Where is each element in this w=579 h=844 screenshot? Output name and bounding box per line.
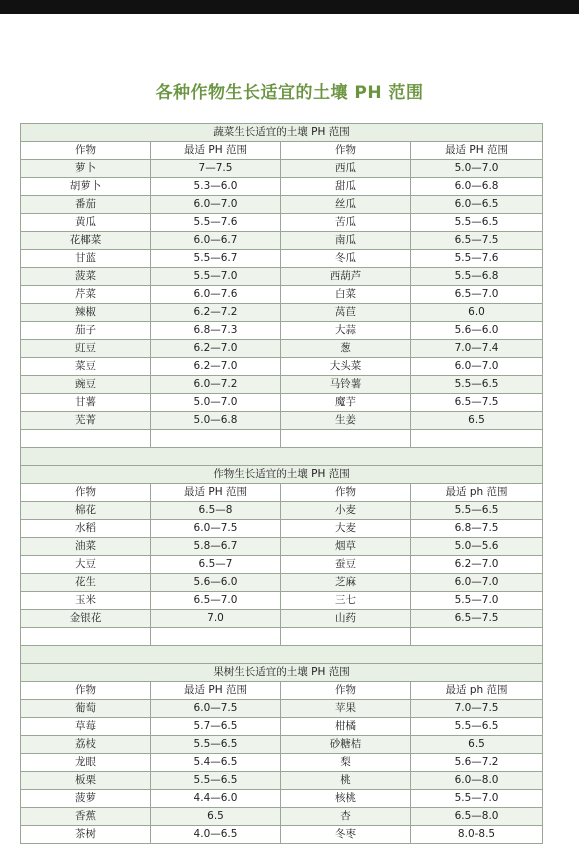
crop-column-header: 作物 (281, 142, 411, 160)
table-row (21, 700, 543, 718)
ph-range-cell: 6.0—7.5 (151, 520, 281, 538)
crop-name-cell: 荔枝 (21, 736, 151, 754)
blank-cell (281, 430, 411, 448)
separator-row (21, 448, 543, 466)
crop-name-cell: 龙眼 (21, 754, 151, 772)
ph-range-cell: 6.5 (411, 412, 543, 430)
crop-name-cell: 豌豆 (21, 376, 151, 394)
ph-column-header: 最适 PH 范围 (151, 682, 281, 700)
crop-name-cell: 萝卜 (21, 160, 151, 178)
crop-name-cell: 甘薯 (21, 394, 151, 412)
crop-name-cell: 魔芋 (281, 394, 411, 412)
ph-range-cell: 5.5—6.5 (151, 772, 281, 790)
ph-range-cell: 5.0—6.8 (151, 412, 281, 430)
crop-name-cell: 辣椒 (21, 304, 151, 322)
crop-column-header: 作物 (21, 682, 151, 700)
ph-range-cell: 6.5—7.0 (151, 592, 281, 610)
crop-name-cell: 胡萝卜 (21, 178, 151, 196)
crop-name-cell: 核桃 (281, 790, 411, 808)
table-row (21, 160, 543, 178)
ph-range-cell: 5.0—7.0 (151, 394, 281, 412)
ph-column-header: 最适 ph 范围 (411, 484, 543, 502)
page-title: 各种作物生长适宜的土壤 PH 范围 (155, 83, 424, 103)
crop-name-cell: 梨 (281, 754, 411, 772)
ph-range-cell: 6.5—7.5 (411, 394, 543, 412)
crop-name-cell: 桃 (281, 772, 411, 790)
ph-range-cell: 6.0—6.7 (151, 232, 281, 250)
table-row (21, 376, 543, 394)
ph-range-cell: 4.4—6.0 (151, 790, 281, 808)
crop-name-cell: 水稻 (21, 520, 151, 538)
blank-cell (411, 430, 543, 448)
crop-name-cell: 花生 (21, 574, 151, 592)
crop-name-cell: 蚕豆 (281, 556, 411, 574)
ph-range-cell: 8.0-8.5 (411, 826, 543, 844)
ph-range-cell: 6.0—7.0 (411, 358, 543, 376)
ph-range-cell: 5.5—7.6 (411, 250, 543, 268)
ph-range-cell: 6.2—7.2 (151, 304, 281, 322)
crop-column-header: 作物 (281, 484, 411, 502)
table-row (21, 610, 543, 628)
ph-range-cell: 5.0—7.0 (411, 160, 543, 178)
crop-name-cell: 油菜 (21, 538, 151, 556)
ph-range-cell: 5.5—6.5 (411, 376, 543, 394)
ph-column-header: 最适 ph 范围 (411, 682, 543, 700)
ph-range-cell: 5.6—7.2 (411, 754, 543, 772)
crop-name-cell: 莴苣 (281, 304, 411, 322)
crop-name-cell: 菠菜 (21, 268, 151, 286)
separator-cell (21, 646, 543, 664)
ph-range-cell: 6.5 (151, 808, 281, 826)
ph-column-header: 最适 PH 范围 (151, 484, 281, 502)
table-row (21, 556, 543, 574)
ph-range-cell: 6.0—7.0 (151, 196, 281, 214)
ph-range-cell: 6.0—7.5 (151, 700, 281, 718)
table-row (21, 412, 543, 430)
crop-name-cell: 小麦 (281, 502, 411, 520)
crop-name-cell: 葱 (281, 340, 411, 358)
table-row (21, 520, 543, 538)
ph-range-cell: 5.5—7.0 (151, 268, 281, 286)
crop-name-cell: 三七 (281, 592, 411, 610)
crop-name-cell: 砂糖桔 (281, 736, 411, 754)
blank-cell (21, 430, 151, 448)
crop-name-cell: 大头菜 (281, 358, 411, 376)
ph-range-cell: 5.6—6.0 (411, 322, 543, 340)
crop-name-cell: 马铃薯 (281, 376, 411, 394)
crop-name-cell: 大麦 (281, 520, 411, 538)
crop-name-cell: 菠萝 (21, 790, 151, 808)
crop-name-cell: 南瓜 (281, 232, 411, 250)
table-row (21, 394, 543, 412)
table-row (21, 592, 543, 610)
table-row (21, 340, 543, 358)
table-row (21, 250, 543, 268)
ph-range-cell: 5.7—6.5 (151, 718, 281, 736)
ph-range-cell: 5.5—7.0 (411, 790, 543, 808)
crop-name-cell: 烟草 (281, 538, 411, 556)
ph-range-cell: 5.6—6.0 (151, 574, 281, 592)
crop-name-cell: 芝麻 (281, 574, 411, 592)
ph-range-cell: 7.0—7.5 (411, 700, 543, 718)
table-row (21, 718, 543, 736)
crop-name-cell: 芜菁 (21, 412, 151, 430)
crop-name-cell: 茶树 (21, 826, 151, 844)
separator-row (21, 646, 543, 664)
ph-range-cell: 6.5—7.5 (411, 232, 543, 250)
table-row (21, 358, 543, 376)
ph-range-cell: 5.5—7.0 (411, 592, 543, 610)
blank-cell (411, 628, 543, 646)
table-row (21, 304, 543, 322)
ph-range-cell: 5.5—6.5 (411, 502, 543, 520)
ph-table (20, 123, 543, 844)
blank-row (21, 430, 543, 448)
crop-name-cell: 大豆 (21, 556, 151, 574)
ph-range-cell: 6.8—7.3 (151, 322, 281, 340)
ph-range-cell: 6.2—7.0 (151, 358, 281, 376)
ph-range-cell: 6.0—7.2 (151, 376, 281, 394)
column-header-row (21, 682, 543, 700)
crop-name-cell: 甜瓜 (281, 178, 411, 196)
crop-name-cell: 葡萄 (21, 700, 151, 718)
crop-column-header: 作物 (281, 682, 411, 700)
ph-range-cell: 5.5—6.5 (151, 736, 281, 754)
ph-range-cell: 6.5—7 (151, 556, 281, 574)
crop-name-cell: 冬瓜 (281, 250, 411, 268)
table-row (21, 196, 543, 214)
ph-range-cell: 5.5—6.5 (411, 214, 543, 232)
separator-cell (21, 448, 543, 466)
table-row (21, 790, 543, 808)
crop-name-cell: 金银花 (21, 610, 151, 628)
crop-column-header: 作物 (21, 142, 151, 160)
ph-range-cell: 6.8—7.5 (411, 520, 543, 538)
table-row (21, 214, 543, 232)
crop-name-cell: 冬枣 (281, 826, 411, 844)
ph-range-cell: 5.0—5.6 (411, 538, 543, 556)
crop-name-cell: 花椰菜 (21, 232, 151, 250)
table-row (21, 574, 543, 592)
section-heading-row (21, 466, 543, 484)
column-header-row (21, 484, 543, 502)
ph-column-header: 最适 PH 范围 (151, 142, 281, 160)
blank-cell (151, 430, 281, 448)
ph-range-cell: 5.5—6.5 (411, 718, 543, 736)
table-row (21, 502, 543, 520)
crop-name-cell: 菜豆 (21, 358, 151, 376)
table-row (21, 322, 543, 340)
section-heading: 果树生长适宜的土壤 PH 范围 (21, 664, 543, 682)
blank-cell (151, 628, 281, 646)
section-heading: 蔬菜生长适宜的土壤 PH 范围 (21, 124, 543, 142)
ph-range-cell: 5.5—6.8 (411, 268, 543, 286)
crop-name-cell: 丝瓜 (281, 196, 411, 214)
crop-name-cell: 豇豆 (21, 340, 151, 358)
crop-name-cell: 草莓 (21, 718, 151, 736)
section-heading-row (21, 124, 543, 142)
crop-name-cell: 生姜 (281, 412, 411, 430)
crop-name-cell: 杏 (281, 808, 411, 826)
top-bar (0, 0, 579, 14)
crop-name-cell: 白菜 (281, 286, 411, 304)
ph-range-cell: 6.0 (411, 304, 543, 322)
crop-name-cell: 棉花 (21, 502, 151, 520)
ph-range-cell: 6.0—7.0 (411, 574, 543, 592)
crop-name-cell: 大蒜 (281, 322, 411, 340)
table-row (21, 808, 543, 826)
table-row (21, 178, 543, 196)
table-row (21, 268, 543, 286)
table-row (21, 538, 543, 556)
ph-range-cell: 6.5—7.5 (411, 610, 543, 628)
crop-name-cell: 西瓜 (281, 160, 411, 178)
ph-range-cell: 7.0 (151, 610, 281, 628)
ph-range-cell: 6.0—6.8 (411, 178, 543, 196)
crop-name-cell: 甘蓝 (21, 250, 151, 268)
blank-cell (21, 628, 151, 646)
ph-range-cell: 6.5—8.0 (411, 808, 543, 826)
document-body (20, 123, 542, 844)
crop-name-cell: 玉米 (21, 592, 151, 610)
crop-name-cell: 苦瓜 (281, 214, 411, 232)
section-heading: 作物生长适宜的土壤 PH 范围 (21, 466, 543, 484)
ph-column-header: 最适 PH 范围 (411, 142, 543, 160)
ph-range-cell: 6.5—8 (151, 502, 281, 520)
crop-name-cell: 西葫芦 (281, 268, 411, 286)
ph-range-cell: 7—7.5 (151, 160, 281, 178)
ph-range-cell: 6.0—7.6 (151, 286, 281, 304)
ph-range-cell: 5.3—6.0 (151, 178, 281, 196)
crop-name-cell: 黄瓜 (21, 214, 151, 232)
crop-name-cell: 茄子 (21, 322, 151, 340)
ph-table-body (21, 124, 543, 844)
blank-cell (281, 628, 411, 646)
section-heading-row (21, 664, 543, 682)
table-row (21, 736, 543, 754)
ph-range-cell: 4.0—6.5 (151, 826, 281, 844)
crop-name-cell: 香蕉 (21, 808, 151, 826)
blank-row (21, 628, 543, 646)
ph-range-cell: 6.5 (411, 736, 543, 754)
ph-range-cell: 6.0—8.0 (411, 772, 543, 790)
ph-range-cell: 6.5—7.0 (411, 286, 543, 304)
column-header-row (21, 142, 543, 160)
ph-range-cell: 5.8—6.7 (151, 538, 281, 556)
crop-name-cell: 柑橘 (281, 718, 411, 736)
table-row (21, 232, 543, 250)
table-row (21, 754, 543, 772)
crop-name-cell: 山药 (281, 610, 411, 628)
crop-name-cell: 芹菜 (21, 286, 151, 304)
crop-column-header: 作物 (21, 484, 151, 502)
crop-name-cell: 板栗 (21, 772, 151, 790)
crop-name-cell: 番茄 (21, 196, 151, 214)
table-row (21, 772, 543, 790)
ph-range-cell: 5.5—7.6 (151, 214, 281, 232)
ph-range-cell: 6.0—6.5 (411, 196, 543, 214)
ph-range-cell: 5.4—6.5 (151, 754, 281, 772)
ph-range-cell: 6.2—7.0 (151, 340, 281, 358)
ph-range-cell: 7.0—7.4 (411, 340, 543, 358)
ph-range-cell: 6.2—7.0 (411, 556, 543, 574)
table-row (21, 286, 543, 304)
crop-name-cell: 苹果 (281, 700, 411, 718)
ph-range-cell: 5.5—6.7 (151, 250, 281, 268)
